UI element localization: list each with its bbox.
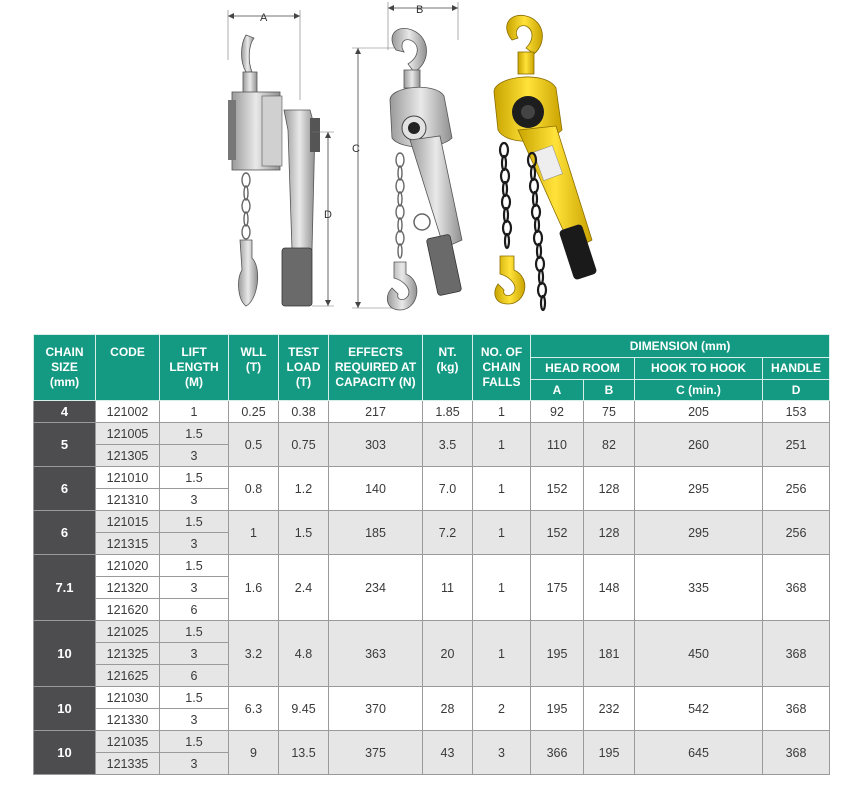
code-cell: 121305 xyxy=(96,445,160,467)
b-cell: 148 xyxy=(584,555,635,621)
lift-length-cell: 3 xyxy=(160,753,229,775)
test-cell: 13.5 xyxy=(279,731,329,775)
dimension-c-label: C xyxy=(352,143,360,155)
code-cell: 121025 xyxy=(96,621,160,643)
c-cell: 542 xyxy=(635,687,763,731)
lift-length-cell: 1.5 xyxy=(160,621,229,643)
c-cell: 260 xyxy=(635,423,763,467)
a-cell: 366 xyxy=(531,731,584,775)
dimension-d-label: D xyxy=(324,209,332,221)
nt-cell: 43 xyxy=(423,731,473,775)
test-cell: 1.2 xyxy=(279,467,329,511)
code-cell: 121315 xyxy=(96,533,160,555)
table-row xyxy=(34,423,830,445)
dimension-a-label: A xyxy=(260,12,268,24)
code-cell: 121335 xyxy=(96,753,160,775)
nt-cell: 7.0 xyxy=(423,467,473,511)
table-row xyxy=(34,511,830,533)
chain-size-cell: 10 xyxy=(34,687,96,731)
b-cell: 195 xyxy=(584,731,635,775)
d-cell: 256 xyxy=(763,511,830,555)
header-dim-b: B xyxy=(584,380,635,401)
lift-length-cell: 6 xyxy=(160,665,229,687)
header-hook-to-hook: HOOK TO HOOK xyxy=(635,358,763,380)
header-net-weight: NT. (kg) xyxy=(423,335,473,401)
header-wll: WLL (T) xyxy=(229,335,279,401)
b-cell: 128 xyxy=(584,467,635,511)
a-cell: 175 xyxy=(531,555,584,621)
effects-cell: 140 xyxy=(329,467,423,511)
chain-size-cell: 7.1 xyxy=(34,555,96,621)
falls-cell: 1 xyxy=(473,511,531,555)
effects-cell: 185 xyxy=(329,511,423,555)
test-cell: 9.45 xyxy=(279,687,329,731)
lift-length-cell: 1.5 xyxy=(160,467,229,489)
wll-cell: 3.2 xyxy=(229,621,279,687)
lift-length-cell: 6 xyxy=(160,599,229,621)
falls-cell: 1 xyxy=(473,401,531,423)
code-cell: 121310 xyxy=(96,489,160,511)
b-cell: 75 xyxy=(584,401,635,423)
b-cell: 82 xyxy=(584,423,635,467)
test-cell: 0.38 xyxy=(279,401,329,423)
lift-length-cell: 1.5 xyxy=(160,423,229,445)
lift-length-cell: 1.5 xyxy=(160,731,229,753)
wll-cell: 9 xyxy=(229,731,279,775)
wll-cell: 6.3 xyxy=(229,687,279,731)
lift-length-cell: 3 xyxy=(160,577,229,599)
effects-cell: 375 xyxy=(329,731,423,775)
c-cell: 295 xyxy=(635,511,763,555)
code-cell: 121330 xyxy=(96,709,160,731)
test-cell: 0.75 xyxy=(279,423,329,467)
header-lift-length: LIFT LENGTH (M) xyxy=(160,335,229,401)
falls-cell: 2 xyxy=(473,687,531,731)
lift-length-cell: 3 xyxy=(160,445,229,467)
header-code: CODE xyxy=(96,335,160,401)
code-cell: 121015 xyxy=(96,511,160,533)
c-cell: 645 xyxy=(635,731,763,775)
chain-size-cell: 6 xyxy=(34,467,96,511)
d-cell: 368 xyxy=(763,621,830,687)
d-cell: 368 xyxy=(763,731,830,775)
header-handle: HANDLE xyxy=(763,358,830,380)
d-cell: 368 xyxy=(763,687,830,731)
b-cell: 181 xyxy=(584,621,635,687)
table-row xyxy=(34,621,830,643)
dimension-b-label: B xyxy=(416,4,424,16)
falls-cell: 1 xyxy=(473,423,531,467)
falls-cell: 1 xyxy=(473,621,531,687)
wll-cell: 1 xyxy=(229,511,279,555)
lift-length-cell: 3 xyxy=(160,643,229,665)
lift-length-cell: 1.5 xyxy=(160,687,229,709)
lift-length-cell: 1.5 xyxy=(160,555,229,577)
nt-cell: 7.2 xyxy=(423,511,473,555)
d-cell: 368 xyxy=(763,555,830,621)
code-cell: 121325 xyxy=(96,643,160,665)
code-cell: 121320 xyxy=(96,577,160,599)
code-cell: 121030 xyxy=(96,687,160,709)
lift-length-cell: 3 xyxy=(160,533,229,555)
code-cell: 121035 xyxy=(96,731,160,753)
header-chain-size: CHAIN SIZE (mm) xyxy=(34,335,96,401)
header-dim-c: C (min.) xyxy=(635,380,763,401)
nt-cell: 20 xyxy=(423,621,473,687)
code-cell: 121625 xyxy=(96,665,160,687)
a-cell: 195 xyxy=(531,621,584,687)
a-cell: 195 xyxy=(531,687,584,731)
header-test-load: TEST LOAD (T) xyxy=(279,335,329,401)
b-cell: 232 xyxy=(584,687,635,731)
effects-cell: 217 xyxy=(329,401,423,423)
code-cell: 121010 xyxy=(96,467,160,489)
falls-cell: 1 xyxy=(473,467,531,511)
header-dim-d: D xyxy=(763,380,830,401)
effects-cell: 303 xyxy=(329,423,423,467)
effects-cell: 370 xyxy=(329,687,423,731)
table-row xyxy=(34,401,830,423)
c-cell: 335 xyxy=(635,555,763,621)
lift-length-cell: 1.5 xyxy=(160,511,229,533)
table-row xyxy=(34,467,830,489)
nt-cell: 28 xyxy=(423,687,473,731)
effects-cell: 234 xyxy=(329,555,423,621)
header-dim-a: A xyxy=(531,380,584,401)
code-cell: 121620 xyxy=(96,599,160,621)
nt-cell: 1.85 xyxy=(423,401,473,423)
test-cell: 2.4 xyxy=(279,555,329,621)
a-cell: 110 xyxy=(531,423,584,467)
b-cell: 128 xyxy=(584,511,635,555)
side-view-handle-grip xyxy=(282,248,312,306)
falls-cell: 1 xyxy=(473,555,531,621)
a-cell: 152 xyxy=(531,467,584,511)
test-cell: 1.5 xyxy=(279,511,329,555)
d-cell: 251 xyxy=(763,423,830,467)
lift-length-cell: 3 xyxy=(160,709,229,731)
yellow-handle-grip xyxy=(559,224,598,281)
c-cell: 450 xyxy=(635,621,763,687)
specification-table-body xyxy=(34,401,830,775)
code-cell: 121005 xyxy=(96,423,160,445)
header-effects-required: EFFECTS REQUIRED AT CAPACITY (N) xyxy=(329,335,423,401)
header-chain-falls: NO. OF CHAIN FALLS xyxy=(473,335,531,401)
header-head-room: HEAD ROOM xyxy=(531,358,635,380)
a-cell: 92 xyxy=(531,401,584,423)
front-view-drawing xyxy=(352,2,462,310)
yellow-hoist-photo xyxy=(494,15,597,310)
c-cell: 295 xyxy=(635,467,763,511)
d-cell: 153 xyxy=(763,401,830,423)
chain-size-cell: 6 xyxy=(34,511,96,555)
test-cell: 4.8 xyxy=(279,621,329,687)
effects-cell: 363 xyxy=(329,621,423,687)
hoist-illustration xyxy=(200,0,620,325)
a-cell: 152 xyxy=(531,511,584,555)
front-view-handle-grip xyxy=(426,234,462,296)
table-row xyxy=(34,687,830,709)
wll-cell: 0.25 xyxy=(229,401,279,423)
chain-size-cell: 10 xyxy=(34,621,96,687)
wll-cell: 0.5 xyxy=(229,423,279,467)
chain-size-cell: 4 xyxy=(34,401,96,423)
lift-length-cell: 3 xyxy=(160,489,229,511)
wll-cell: 1.6 xyxy=(229,555,279,621)
chain-size-cell: 10 xyxy=(34,731,96,775)
table-row xyxy=(34,555,830,577)
falls-cell: 3 xyxy=(473,731,531,775)
nt-cell: 11 xyxy=(423,555,473,621)
d-cell: 256 xyxy=(763,467,830,511)
wll-cell: 0.8 xyxy=(229,467,279,511)
code-cell: 121020 xyxy=(96,555,160,577)
header-dimension: DIMENSION (mm) xyxy=(531,335,830,358)
hoist-drawings-svg xyxy=(200,0,620,325)
table-row xyxy=(34,731,830,753)
side-view-drawing xyxy=(228,10,334,306)
chain-size-cell: 5 xyxy=(34,423,96,467)
c-cell: 205 xyxy=(635,401,763,423)
code-cell: 121002 xyxy=(96,401,160,423)
specification-table xyxy=(33,334,830,775)
nt-cell: 3.5 xyxy=(423,423,473,467)
lift-length-cell: 1 xyxy=(160,401,229,423)
